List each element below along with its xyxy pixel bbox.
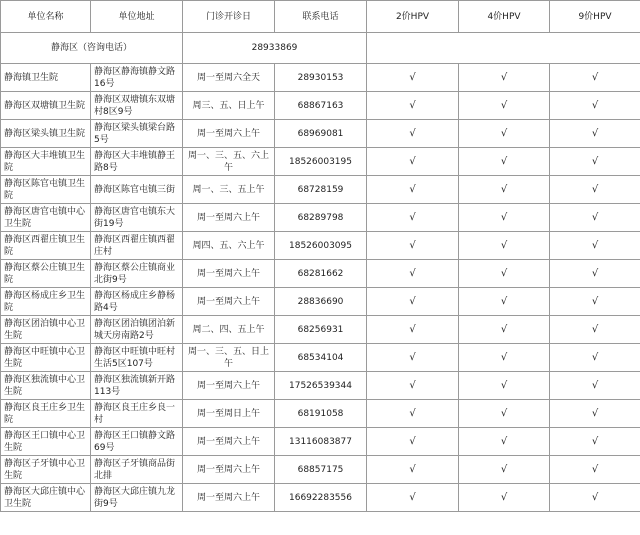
table-row — [1, 316, 640, 344]
name-cell: 静海区唐官屯镇中心卫生院 — [1, 204, 91, 232]
hpv9-check: √ — [550, 64, 640, 92]
hpv2-check: √ — [367, 372, 459, 400]
address-cell: 静海区陈官屯镇三街 — [91, 176, 183, 204]
hpv2-check: √ — [367, 92, 459, 120]
header-row — [1, 1, 640, 33]
hpv9-check: √ — [550, 484, 640, 512]
hpv4-check: √ — [459, 148, 550, 176]
table-row — [1, 344, 640, 372]
hpv9-check: √ — [550, 120, 640, 148]
address-cell: 静海区蔡公庄镇商业北街9号 — [91, 260, 183, 288]
phone-cell: 68728159 — [275, 176, 367, 204]
name-cell: 静海区蔡公庄镇卫生院 — [1, 260, 91, 288]
name-cell: 静海区双塘镇卫生院 — [1, 92, 91, 120]
hpv4-check: √ — [459, 344, 550, 372]
name-cell: 静海区梁头镇卫生院 — [1, 120, 91, 148]
phone-cell: 28930153 — [275, 64, 367, 92]
hpv2-check: √ — [367, 176, 459, 204]
hpv9-check: √ — [550, 372, 640, 400]
phone-cell: 68867163 — [275, 92, 367, 120]
hpv4-check: √ — [459, 64, 550, 92]
days-cell: 周一、三、五上午 — [183, 176, 275, 204]
table-row — [1, 232, 640, 260]
table-row — [1, 428, 640, 456]
days-cell: 周一至周六全天 — [183, 64, 275, 92]
hpv2-check: √ — [367, 456, 459, 484]
phone-cell: 13116083877 — [275, 428, 367, 456]
table-row — [1, 176, 640, 204]
name-cell: 静海区大邱庄镇中心卫生院 — [1, 484, 91, 512]
days-cell: 周一至周六上午 — [183, 428, 275, 456]
hotline-blank — [367, 33, 640, 64]
hpv2-check: √ — [367, 260, 459, 288]
name-cell: 静海区陈官屯镇卫生院 — [1, 176, 91, 204]
hpv4-check: √ — [459, 204, 550, 232]
hpv2-check: √ — [367, 484, 459, 512]
hpv2-check: √ — [367, 204, 459, 232]
hpv9-check: √ — [550, 428, 640, 456]
table-row — [1, 92, 640, 120]
phone-cell: 68969081 — [275, 120, 367, 148]
phone-cell: 68281662 — [275, 260, 367, 288]
table-row — [1, 400, 640, 428]
days-cell: 周一至周六上午 — [183, 260, 275, 288]
days-cell: 周一至周六上午 — [183, 204, 275, 232]
hpv4-check: √ — [459, 316, 550, 344]
header-hpv4: 4价HPV — [459, 1, 550, 33]
name-cell: 静海镇卫生院 — [1, 64, 91, 92]
table-row — [1, 260, 640, 288]
table-row — [1, 148, 640, 176]
hpv2-check: √ — [367, 428, 459, 456]
phone-cell: 28836690 — [275, 288, 367, 316]
header-days: 门诊开诊日 — [183, 1, 275, 33]
days-cell: 周三、五、日上午 — [183, 92, 275, 120]
phone-cell: 68534104 — [275, 344, 367, 372]
hpv2-check: √ — [367, 148, 459, 176]
phone-cell: 68256931 — [275, 316, 367, 344]
address-cell: 静海区团泊镇团泊新城天房南路2号 — [91, 316, 183, 344]
header-address: 单位地址 — [91, 1, 183, 33]
phone-cell: 68289798 — [275, 204, 367, 232]
hpv4-check: √ — [459, 484, 550, 512]
address-cell: 静海区西翟庄镇西翟庄村 — [91, 232, 183, 260]
address-cell: 静海区杨成庄乡静杨路4号 — [91, 288, 183, 316]
table-row — [1, 288, 640, 316]
address-cell: 静海区子牙镇商品街北排 — [91, 456, 183, 484]
days-cell: 周一至周日上午 — [183, 400, 275, 428]
hpv9-check: √ — [550, 232, 640, 260]
hpv9-check: √ — [550, 260, 640, 288]
name-cell: 静海区子牙镇中心卫生院 — [1, 456, 91, 484]
phone-cell: 68857175 — [275, 456, 367, 484]
name-cell: 静海区良王庄乡卫生院 — [1, 400, 91, 428]
hotline-phone: 28933869 — [183, 33, 367, 64]
phone-cell: 68191058 — [275, 400, 367, 428]
header-hpv9: 9价HPV — [550, 1, 640, 33]
hpv2-check: √ — [367, 64, 459, 92]
table-row — [1, 120, 640, 148]
name-cell: 静海区独流镇中心卫生院 — [1, 372, 91, 400]
days-cell: 周二、四、五上午 — [183, 316, 275, 344]
address-cell: 静海区大丰堆镇静王路8号 — [91, 148, 183, 176]
hpv4-check: √ — [459, 232, 550, 260]
hpv4-check: √ — [459, 288, 550, 316]
address-cell: 静海区王口镇静文路69号 — [91, 428, 183, 456]
hotline-row — [1, 33, 640, 64]
hpv9-check: √ — [550, 344, 640, 372]
phone-cell: 16692283556 — [275, 484, 367, 512]
name-cell: 静海区杨成庄乡卫生院 — [1, 288, 91, 316]
hpv9-check: √ — [550, 288, 640, 316]
hpv9-check: √ — [550, 456, 640, 484]
hpv4-check: √ — [459, 456, 550, 484]
phone-cell: 18526003095 — [275, 232, 367, 260]
phone-cell: 17526539344 — [275, 372, 367, 400]
name-cell: 静海区中旺镇中心卫生院 — [1, 344, 91, 372]
hpv2-check: √ — [367, 120, 459, 148]
hpv9-check: √ — [550, 316, 640, 344]
header-phone: 联系电话 — [275, 1, 367, 33]
address-cell: 静海区独流镇新开路113号 — [91, 372, 183, 400]
days-cell: 周四、五、六上午 — [183, 232, 275, 260]
hotline-label: 静海区（咨询电话） — [1, 33, 183, 64]
name-cell: 静海区团泊镇中心卫生院 — [1, 316, 91, 344]
address-cell: 静海区双塘镇东双塘村8区9号 — [91, 92, 183, 120]
address-cell: 静海区静海镇静文路16号 — [91, 64, 183, 92]
hpv4-check: √ — [459, 400, 550, 428]
hpv2-check: √ — [367, 344, 459, 372]
phone-cell: 18526003195 — [275, 148, 367, 176]
hpv2-check: √ — [367, 232, 459, 260]
table-row — [1, 204, 640, 232]
name-cell: 静海区王口镇中心卫生院 — [1, 428, 91, 456]
hpv9-check: √ — [550, 400, 640, 428]
hpv4-check: √ — [459, 120, 550, 148]
hpv2-check: √ — [367, 400, 459, 428]
header-name: 单位名称 — [1, 1, 91, 33]
address-cell: 静海区唐官屯镇东大街19号 — [91, 204, 183, 232]
days-cell: 周一至周六上午 — [183, 372, 275, 400]
address-cell: 静海区大邱庄镇九龙街9号 — [91, 484, 183, 512]
hpv9-check: √ — [550, 204, 640, 232]
table-row — [1, 484, 640, 512]
table-row — [1, 456, 640, 484]
hpv4-check: √ — [459, 92, 550, 120]
table-row — [1, 372, 640, 400]
table-row — [1, 64, 640, 92]
header-hpv2: 2价HPV — [367, 1, 459, 33]
hpv2-check: √ — [367, 288, 459, 316]
address-cell: 静海区中旺镇中旺村生活5区107号 — [91, 344, 183, 372]
days-cell: 周一至周六上午 — [183, 484, 275, 512]
hpv4-check: √ — [459, 260, 550, 288]
address-cell: 静海区良王庄乡良一村 — [91, 400, 183, 428]
address-cell: 静海区梁头镇梁台路5号 — [91, 120, 183, 148]
hpv9-check: √ — [550, 92, 640, 120]
name-cell: 静海区西翟庄镇卫生院 — [1, 232, 91, 260]
name-cell: 静海区大丰堆镇卫生院 — [1, 148, 91, 176]
days-cell: 周一至周六上午 — [183, 288, 275, 316]
days-cell: 周一至周六上午 — [183, 456, 275, 484]
days-cell: 周一至周六上午 — [183, 120, 275, 148]
hpv4-check: √ — [459, 428, 550, 456]
hpv4-check: √ — [459, 372, 550, 400]
days-cell: 周一、三、五、日上午 — [183, 344, 275, 372]
hpv4-check: √ — [459, 176, 550, 204]
hpv9-check: √ — [550, 148, 640, 176]
hpv2-check: √ — [367, 316, 459, 344]
days-cell: 周一、三、五、六上午 — [183, 148, 275, 176]
hpv9-check: √ — [550, 176, 640, 204]
